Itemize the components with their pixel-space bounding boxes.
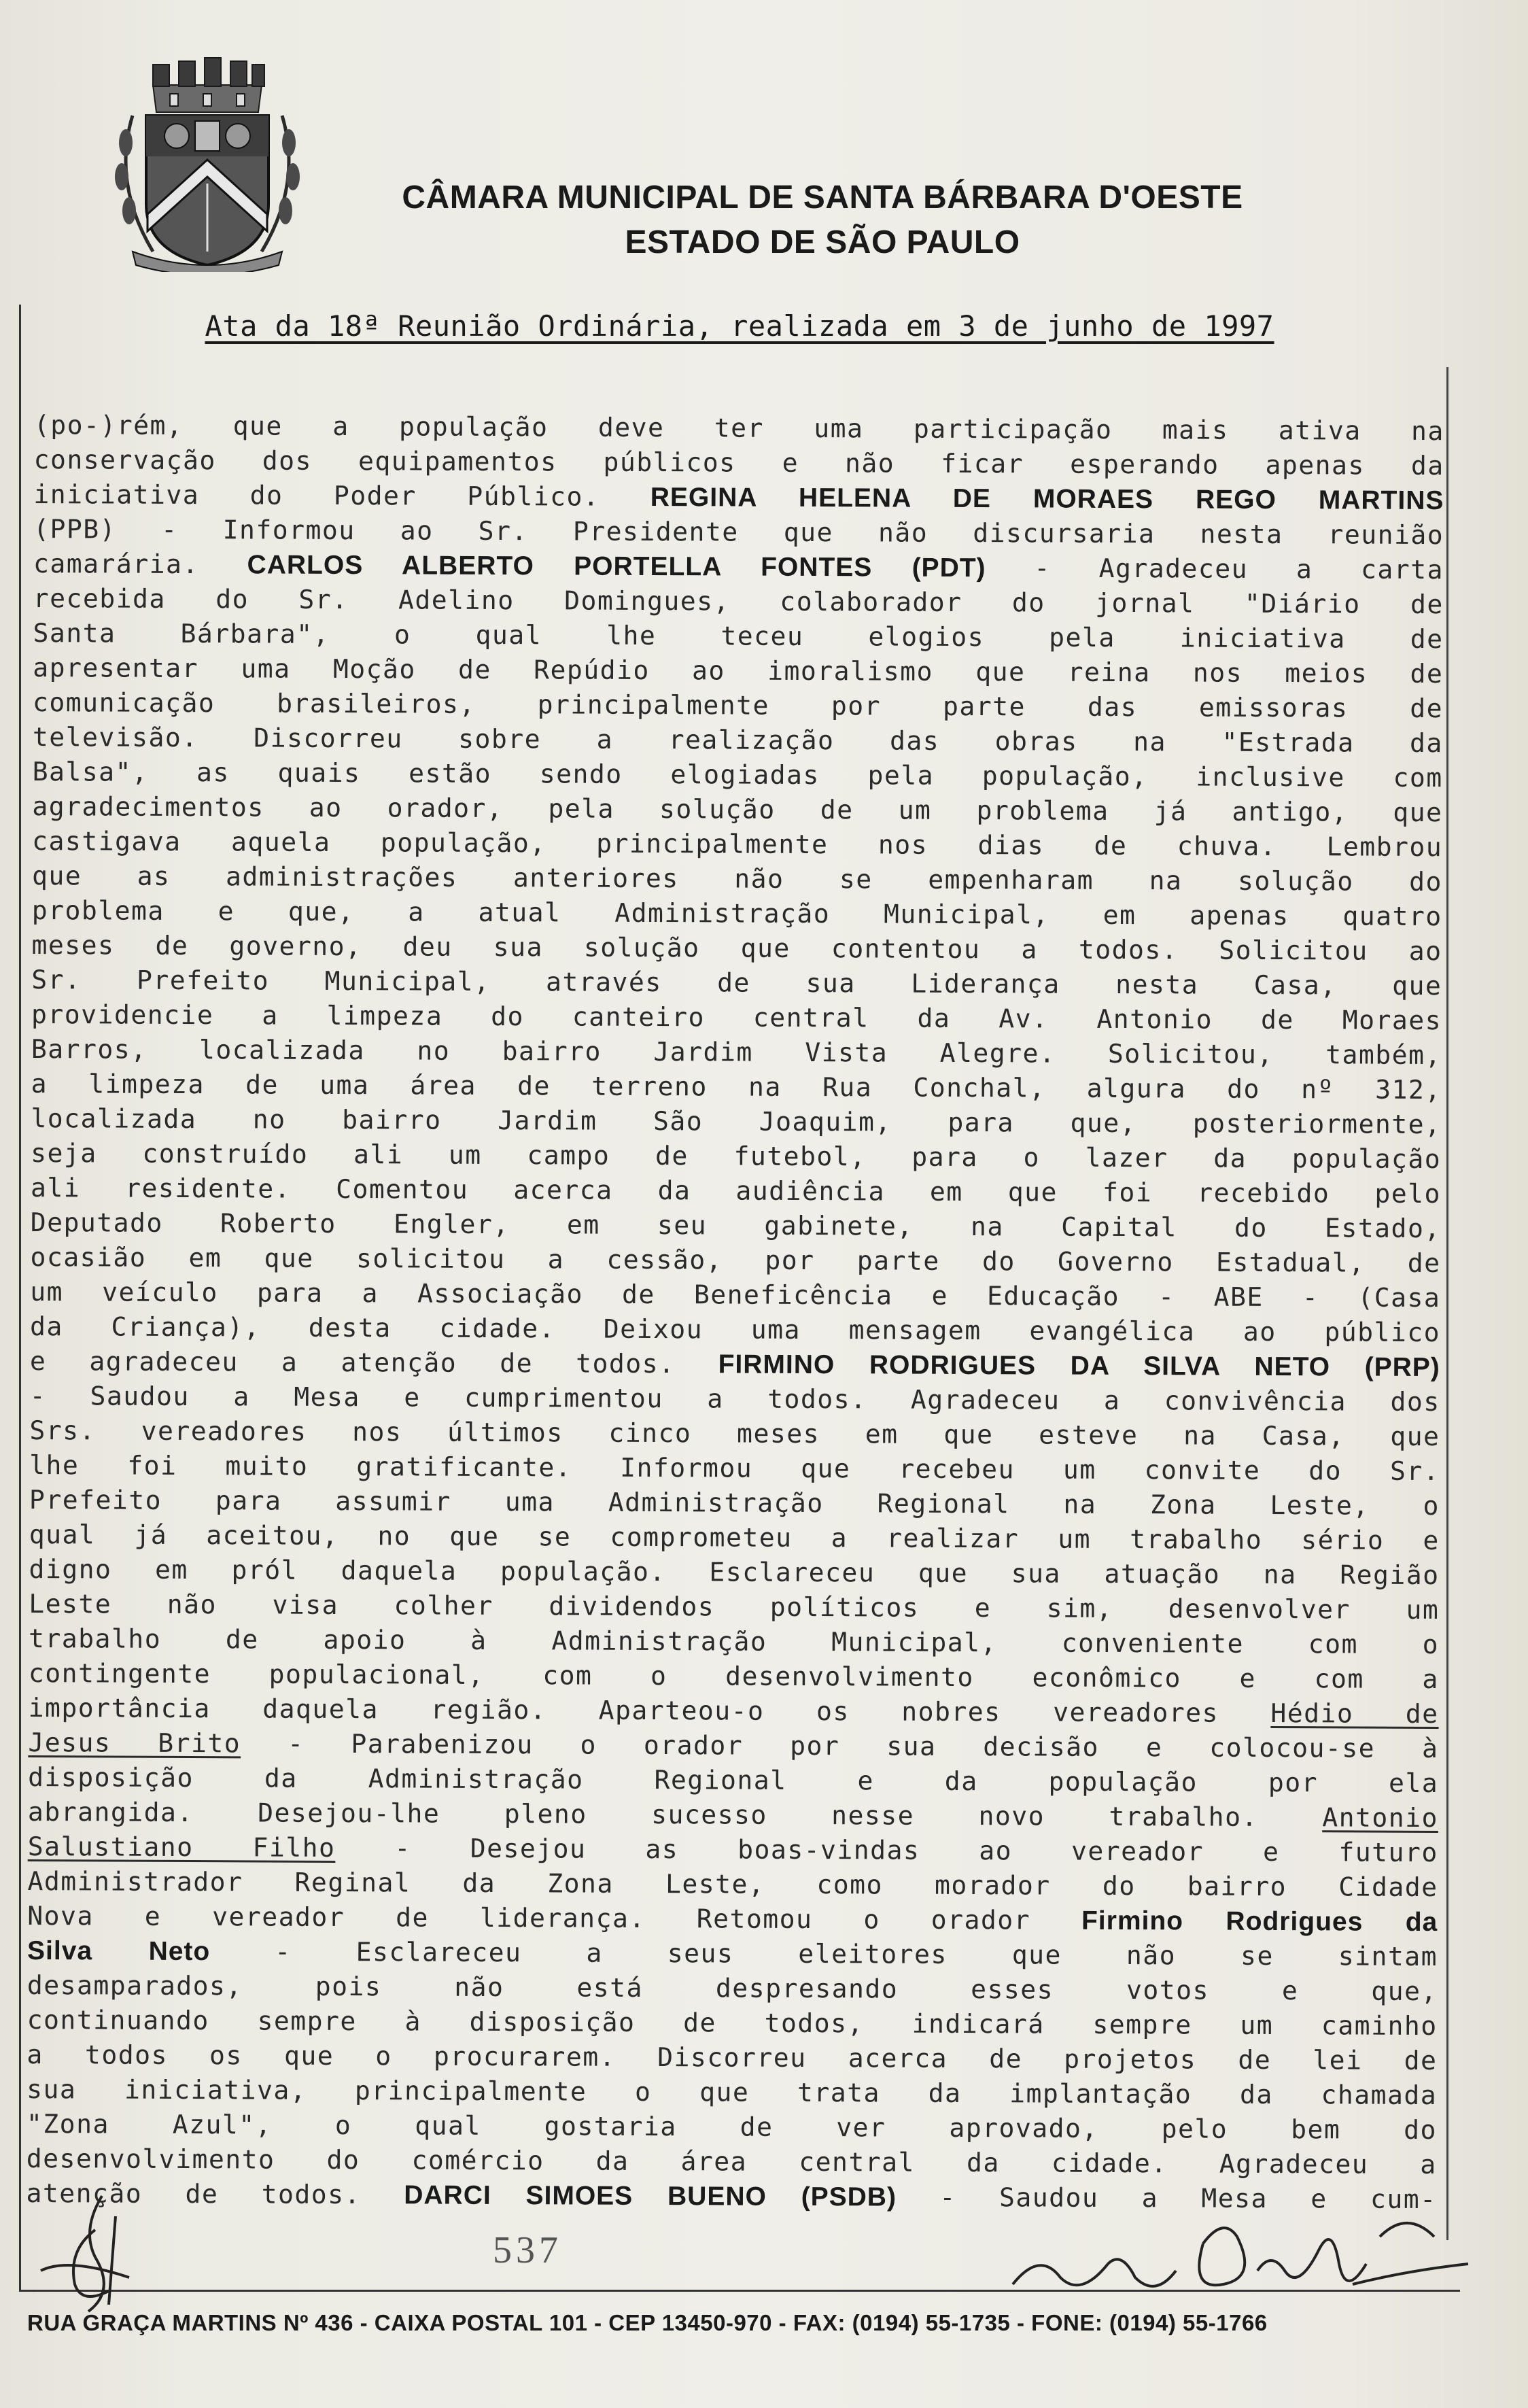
text-line: que as administrações anteriores não se empenharam na solução do [31,860,1443,897]
councillor-name: Antonio [1322,1802,1439,1834]
speaker-name: Firmino Rodrigues da [1081,1906,1438,1938]
text-line: apresentar uma Moção de Repúdio ao imoralismo que reina nos meios de [33,652,1444,689]
text-line: seja construído ali um campo de futebol, para o lazer da população [31,1137,1442,1175]
speaker-name: DARCI SIMOES BUENO (PSDB) [404,2180,897,2212]
text-line: castigava aquela população, principalmente nos dias de chuva. Lembrou [32,825,1443,863]
text-line: conservação dos equipamentos públicos e não ficar esperando apenas da [33,444,1444,481]
handwritten-page-number: 537 [493,2229,562,2271]
text-line: contingente populacional, com o desenvolvimento econômico e com a [28,1657,1439,1695]
text-line: problema e que, a atual Administração Municipal, em apenas quatro [31,895,1442,932]
text-line: Leste não visa colher dividendos políticos e sim, desenvolver um [29,1588,1440,1626]
text-line: atenção de todos. DARCI SIMOES BUENO (PSDB) - Saudou a Mesa e cum- [26,2178,1437,2215]
text-line: Deputado Roberto Engler, em seu gabinete, na Capital do Estado, [30,1207,1441,1244]
text-line: desamparados, pois não está despresando esses votos e que, [27,1970,1438,2007]
text-line: desenvolvimento do comércio da área central da cidade. Agradeceu a [26,2143,1437,2180]
text-line: Balsa", as quais estão sendo elogiadas pela população, inclusive com [32,756,1443,793]
text-line: meses de governo, deu sua solução que contentou a todos. Solicitou ao [31,929,1442,967]
text-line: ocasião em que solicitou a cessão, por parte do Governo Estadual, de [30,1241,1441,1279]
text-line: Srs. vereadores nos últimos cinco meses em que esteve na Casa, que [29,1415,1440,1452]
text-line: abrangida. Desejou-lhe pleno sucesso nesse novo trabalho. Antonio [27,1796,1439,1834]
text-line: Nova e vereador de liderança. Retomou o orador Firmino Rodrigues da [27,1900,1438,1938]
text-line: digno em pról daquela população. Esclareceu que sua atuação na Região [29,1553,1440,1591]
frame-left-border [19,305,21,2290]
text-line: Sr. Prefeito Municipal, através de sua Liderança nesta Casa, que [31,964,1442,1001]
text-line: Santa Bárbara", o qual lhe teceu elogios pela iniciativa de [33,617,1444,655]
text-line: ali residente. Comentou acerca da audiência em que foi recebido pelo [30,1172,1442,1209]
text-line: comunicação brasileiros, principalmente por parte das emissoras de [33,687,1444,724]
text-line: Salustiano Filho - Desejou as boas-vindas ao vereador e futuro [27,1831,1438,1868]
text-line: (po-)rém, que a população deve ter uma participação mais ativa na [33,410,1444,447]
text-line: a limpeza de uma área de terreno na Rua Conchal, algura do nº 312, [31,1068,1442,1105]
footer-address: RUA GRAÇA MARTINS Nº 436 - CAIXA POSTAL 101 - CEP 13450-970 - FAX: (0194) 55-1735 - FONE: (0194) 55-1766 [27,2310,1268,2335]
text-line: a todos os que o procurarem. Discorreu acerca de projetos de lei de [27,2039,1438,2076]
signature-left [27,2189,177,2318]
councillor-name: Jesus Brito [28,1727,241,1759]
text-line: um veículo para a Associação de Beneficência e Educação - ABE - (Casa [30,1276,1441,1313]
text-line: sua iniciativa, principalmente o que trata da implantação da chamada [27,2074,1438,2111]
text-line: Barros, localizada no bairro Jardim Vista Alegre. Solicitou, também, [31,1033,1442,1071]
frame-right-border [1446,367,1448,2240]
text-line: - Saudou a Mesa e cumprimentou a todos. Agradeceu a convivência dos [29,1380,1440,1417]
signature-right [999,2196,1489,2318]
text-line: iniciativa do Poder Público. REGINA HELENA DE MORAES REGO MARTINS [33,479,1444,516]
text-line: e agradeceu a atenção de todos. FIRMINO RODRIGUES DA SILVA NETO (PRP) [29,1345,1440,1383]
text-line: Administrador Reginal da Zona Leste, como morador do bairro Cidade [27,1865,1438,1903]
councillor-name: Salustiano Filho [27,1831,336,1863]
text-line: providencie a limpeza do canteiro central da Av. Antonio de Moraes [31,999,1442,1036]
text-line: Prefeito para assumir uma Administração Regional na Zona Leste, o [29,1484,1440,1521]
speaker-name: CARLOS ALBERTO PORTELLA FONTES (PDT) [247,550,986,583]
text-line: trabalho de apoio à Administração Municipal, conveniente com o [29,1623,1440,1660]
text-line: disposição da Administração Regional e da população por ela [28,1761,1439,1799]
text-line: camarária. CARLOS ALBERTO PORTELLA FONTES (PDT) - Agradeceu a carta [33,548,1444,585]
institution-name: CÂMARA MUNICIPAL DE SANTA BÁRBARA D'OESTE [402,179,1243,216]
councillor-name: Hédio de [1270,1698,1439,1730]
text-line: televisão. Discorreu sobre a realização das obras na "Estrada da [32,721,1443,759]
text-line: continuando sempre à disposição de todos, indicará sempre um caminho [27,2004,1438,2042]
speaker-name: Silva Neto [27,1936,211,1967]
text-line: Silva Neto - Esclareceu a seus eleitores que não se sintam [27,1936,1438,1972]
minutes-title: Ata da 18ª Reunião Ordinária, realizada em 3 de junho de 1997 [205,309,1274,343]
text-line: recebida do Sr. Adelino Domingues, colaborador do jornal "Diário de [33,583,1444,620]
header-title [401,175,1244,265]
text-line: Jesus Brito - Parabenizou o orador por sua decisão e colocou-se à [28,1727,1439,1764]
text-line: lhe foi muito gratificante. Informou que recebeu um convite do Sr. [29,1449,1440,1487]
text-line: (PPB) - Informou ao Sr. Presidente que não discursaria nesta reunião [33,513,1444,551]
text-line: da Criança), desta cidade. Deixou uma mensagem evangélica ao público [30,1311,1441,1348]
text-line: importância daquela região. Aparteou-o os nobres vereadores Hédio de [28,1692,1439,1730]
text-line: localizada no bairro Jardim São Joaquim, para que, posteriormente, [31,1103,1442,1140]
speaker-name: REGINA HELENA DE MORAES REGO MARTINS [650,482,1444,516]
speaker-name: FIRMINO RODRIGUES DA SILVA NETO (PRP) [718,1349,1440,1383]
text-line: "Zona Azul", o qual gostaria de ver aprovado, pelo bem do [26,2108,1438,2146]
state-name: ESTADO DE SÃO PAULO [625,224,1020,260]
text-line: agradecimentos ao orador, pela solução de um problema já antigo, que [32,791,1443,828]
minutes-body [26,408,1444,2217]
text-line: qual já aceitou, no que se comprometeu a realizar um trabalho sério e [29,1519,1440,1556]
municipal-coat-of-arms [105,48,309,272]
